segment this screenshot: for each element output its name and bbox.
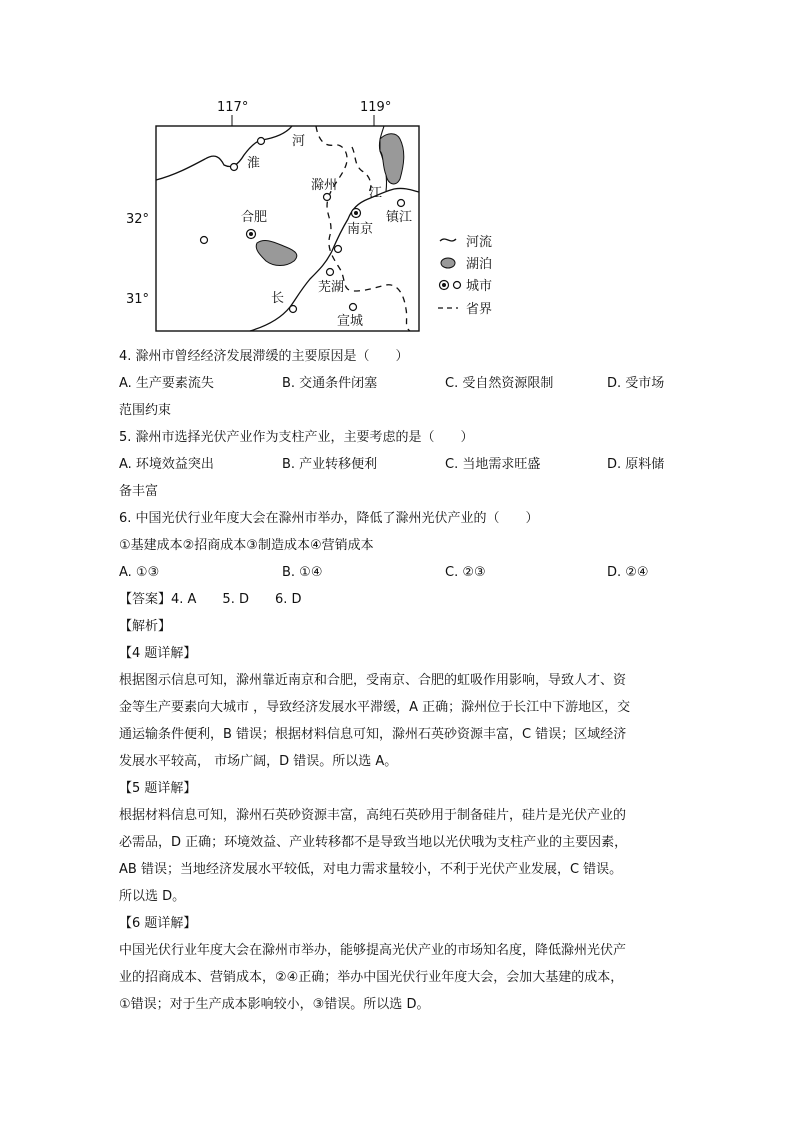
lat-label-31: 31° — [126, 292, 150, 307]
label-hefei: 合肥 — [241, 210, 268, 225]
map-frame — [156, 126, 419, 331]
d5-line-4: 所以选 D。 — [119, 889, 186, 904]
legend-river-label: 河流 — [466, 235, 493, 250]
lat-label-32: 32° — [126, 212, 150, 227]
lon-label-119: 119° — [360, 100, 392, 115]
q6-option-b: B. ①④ — [282, 565, 323, 580]
d5-line-3: AB 错误；当地经济发展水平较低，对电力需求量较小，不利于光伏产业发展，C 错误。 — [119, 862, 623, 877]
lon-label-117: 117° — [217, 100, 249, 115]
label-zhenjiang: 镇江 — [386, 210, 413, 225]
label-he: 河 — [292, 134, 306, 149]
q5-stem: 5. 滁州市选择光伏产业作为支柱产业，主要考虑的是（ ） — [119, 430, 474, 445]
d4-line-1: 根据图示信息可知，滁州靠近南京和合肥，受南京、合肥的虹吸作用影响，导致人才、资 — [119, 673, 627, 688]
d6-line-2: 业的招商成本、营销成本，②④正确；举办中国光伏行业年度大会，会加大基建的成本， — [119, 970, 624, 985]
q6-option-d: D. ②④ — [607, 565, 649, 580]
q6-option-a: A. ①③ — [119, 565, 160, 580]
q5-option-c: C. 当地需求旺盛 — [445, 457, 541, 472]
city-dot-chuzhou — [324, 194, 331, 201]
label-wuhu: 芜湖 — [318, 280, 345, 295]
q5-option-d-cont: 备丰富 — [119, 484, 159, 499]
d4-line-2: 金等生产要素向大城市 ，导致经济发展水平滞缓，A 正确；滁州位于长江中下游地区，交 — [119, 700, 631, 715]
question-content — [119, 343, 679, 1018]
q4-option-a: A. 生产要素流失 — [119, 376, 214, 391]
q4-stem: 4. 滁州市曾经经济发展滞缓的主要原因是（ ） — [119, 349, 409, 364]
city-dot-huai — [231, 164, 238, 171]
legend-city-label: 城市 — [466, 279, 493, 294]
legend-river-icon — [440, 239, 456, 241]
d4-line-3: 通运输条件便利，B 错误；根据材料信息可知，滁州石英砂资源丰富，C 错误；区域经济 — [119, 727, 627, 742]
legend-lake-label: 湖泊 — [466, 257, 493, 272]
q4-option-c: C. 受自然资源限制 — [445, 376, 554, 391]
map-figure — [120, 95, 510, 340]
d6-title: 【6 题详解】 — [119, 916, 197, 931]
city-dot-maanshan — [335, 246, 342, 253]
q6-options — [119, 559, 679, 586]
city-dot-xuancheng — [350, 304, 357, 311]
label-chang: 长 — [271, 291, 285, 306]
city-dot-hefei-core — [249, 232, 253, 236]
d5-line-2: 必需品，D 正确；环境效益、产业转移都不是导致当地以光伏哦为支柱产业的主要因素， — [119, 835, 628, 850]
d5-title: 【5 题详解】 — [119, 781, 197, 796]
q6-items: ①基建成本②招商成本③制造成本④营销成本 — [119, 538, 374, 553]
label-huai: 淮 — [247, 156, 261, 171]
q4-option-b: B. 交通条件闭塞 — [282, 376, 378, 391]
city-dot-zhenjiang — [398, 200, 405, 207]
legend-lake-icon — [441, 258, 455, 268]
q5-options — [119, 451, 679, 478]
city-dot-wuhu — [327, 269, 334, 276]
q5-option-a: A. 环境效益突出 — [119, 457, 214, 472]
label-nanjing: 南京 — [347, 222, 374, 237]
q5-option-d: D. 原料储 — [607, 457, 665, 472]
q4-options — [119, 370, 679, 397]
q4-option-d: D. 受市场 — [607, 376, 665, 391]
d6-line-3: ①错误；对于生产成本影响较小，③错误。所以选 D。 — [119, 997, 430, 1012]
city-dot-chang — [290, 306, 297, 313]
city-dot-nanjing-core — [354, 211, 358, 215]
answer-line: 【答案】4. A 5. D 6. D — [119, 592, 302, 607]
legend-boundary-label: 省界 — [466, 302, 493, 317]
d4-line-4: 发展水平较高， 市场广阔，D 错误。所以选 A。 — [119, 754, 398, 769]
d5-line-1: 根据材料信息可知，滁州石英砂资源丰富，高纯石英砂用于制备硅片，硅片是光伏产业的 — [119, 808, 627, 823]
city-dot-huai-north — [258, 138, 265, 145]
huai-river — [156, 126, 292, 180]
q6-option-c: C. ②③ — [445, 565, 486, 580]
d6-line-1: 中国光伏行业年度大会在滁州市举办，能够提高光伏产业的市场知名度，降低滁州光伏产 — [119, 943, 627, 958]
map-svg — [120, 95, 510, 340]
d4-title: 【4 题详解】 — [119, 646, 197, 661]
legend-city-icon — [454, 282, 461, 289]
lake-gaoyou — [380, 134, 404, 184]
analysis-title: 【解析】 — [119, 619, 172, 634]
q5-option-b: B. 产业转移便利 — [282, 457, 378, 472]
q6-stem: 6. 中国光伏行业年度大会在滁州市举办，降低了滁州光伏产业的（ ） — [119, 511, 539, 526]
lake-chaohu — [256, 240, 297, 265]
label-jiang: 江 — [369, 186, 383, 201]
label-chuzhou: 滁州 — [311, 178, 338, 193]
city-dot-west — [201, 237, 208, 244]
q4-option-d-cont: 范围约束 — [119, 403, 172, 418]
label-xuancheng: 宣城 — [337, 314, 364, 329]
